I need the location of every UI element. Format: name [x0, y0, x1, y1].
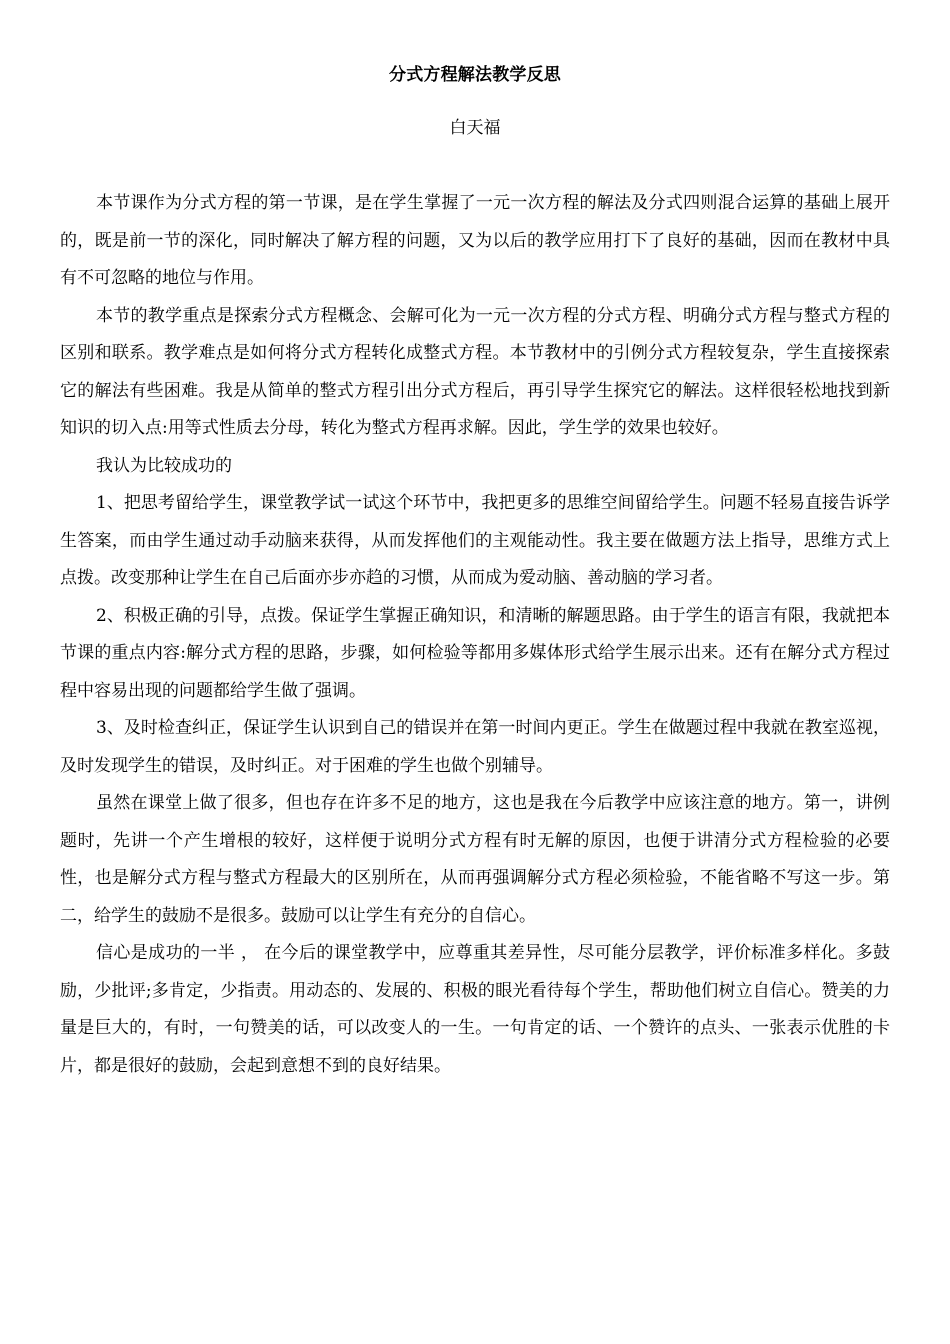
paragraph: 虽然在课堂上做了很多，但也存在许多不足的地方，这也是我在今后教学中应该注意的地方。第一，讲例题时，先讲一个产生增根的较好，这样便于说明分式方程有时无解的原因，也便于讲清分式方程检验的必要性，也是解分式方程与整式方程最大的区别所在，从而再强调解分式方程必须检验，不能省略不写这一步。第二，给学生的鼓励不是很多。鼓励可以让学生有充分的自信心。 [60, 793, 890, 926]
document-author: 白天福 [449, 118, 501, 138]
paragraph: 2、积极正确的引导，点拨。保证学生掌握正确知识，和清晰的解题思路。由于学生的语言有限，我就把本节课的重点内容:解分式方程的思路，步骤，如何检验等都用多媒体形式给学生展示出来。还有在解分式方程过程中容易出现的问题都给学生做了强调。 [60, 605, 890, 701]
paragraph: 1、把思考留给学生，课堂教学试一试这个环节中，我把更多的思维空间留给学生。问题不轻易直接告诉学生答案，而由学生通过动手动脑来获得，从而发挥他们的主观能动性。我主要在做题方法上指导，思维方式上点拨。改变那种让学生在自己后面亦步亦趋的习惯，从而成为爱动脑、善动脑的学习者。 [60, 493, 890, 588]
paragraph: 本节课作为分式方程的第一节课，是在学生掌握了一元一次方程的解法及分式四则混合运算的基础上展开的，既是前一节的深化，同时解决了解方程的问题，又为以后的教学应用打下了良好的基础，因而在教材中具有不可忽略的地位与作用。 [60, 193, 890, 288]
paragraph: 本节的教学重点是探索分式方程概念、会解可化为一元一次方程的分式方程、明确分式方程与整式方程的区别和联系。教学难点是如何将分式方程转化成整式方程。本节教材中的引例分式方程较复杂，学生直接探索它的解法有些困难。我是从简单的整式方程引出分式方程后，再引导学生探究它的解法。这样很轻松地找到新知识的切入点:用等式性质去分母，转化为整式方程再求解。因此，学生学的效果也较好。 [60, 305, 890, 438]
document-title: 分式方程解法教学反思 [389, 65, 561, 85]
document-body [60, 185, 890, 1085]
paragraph: 信心是成功的一半 ， 在今后的课堂教学中，应尊重其差异性，尽可能分层教学，评价标准多样化。多鼓励，少批评;多肯定，少指责。用动态的、发展的、积极的眼光看待每个学生，帮助他们树立自信心。赞美的力量是巨大的，有时，一句赞美的话，可以改变人的一生。一句肯定的话、一个赞许的点头、一张表示优胜的卡片，都是很好的鼓励，会起到意想不到的良好结果。 [60, 943, 890, 1076]
paragraph: 我认为比较成功的 [96, 455, 232, 476]
paragraph: 3、及时检查纠正，保证学生认识到自己的错误并在第一时间内更正。学生在做题过程中我就在教室巡视，及时发现学生的错误，及时纠正。对于困难的学生也做个别辅导。 [60, 718, 890, 776]
